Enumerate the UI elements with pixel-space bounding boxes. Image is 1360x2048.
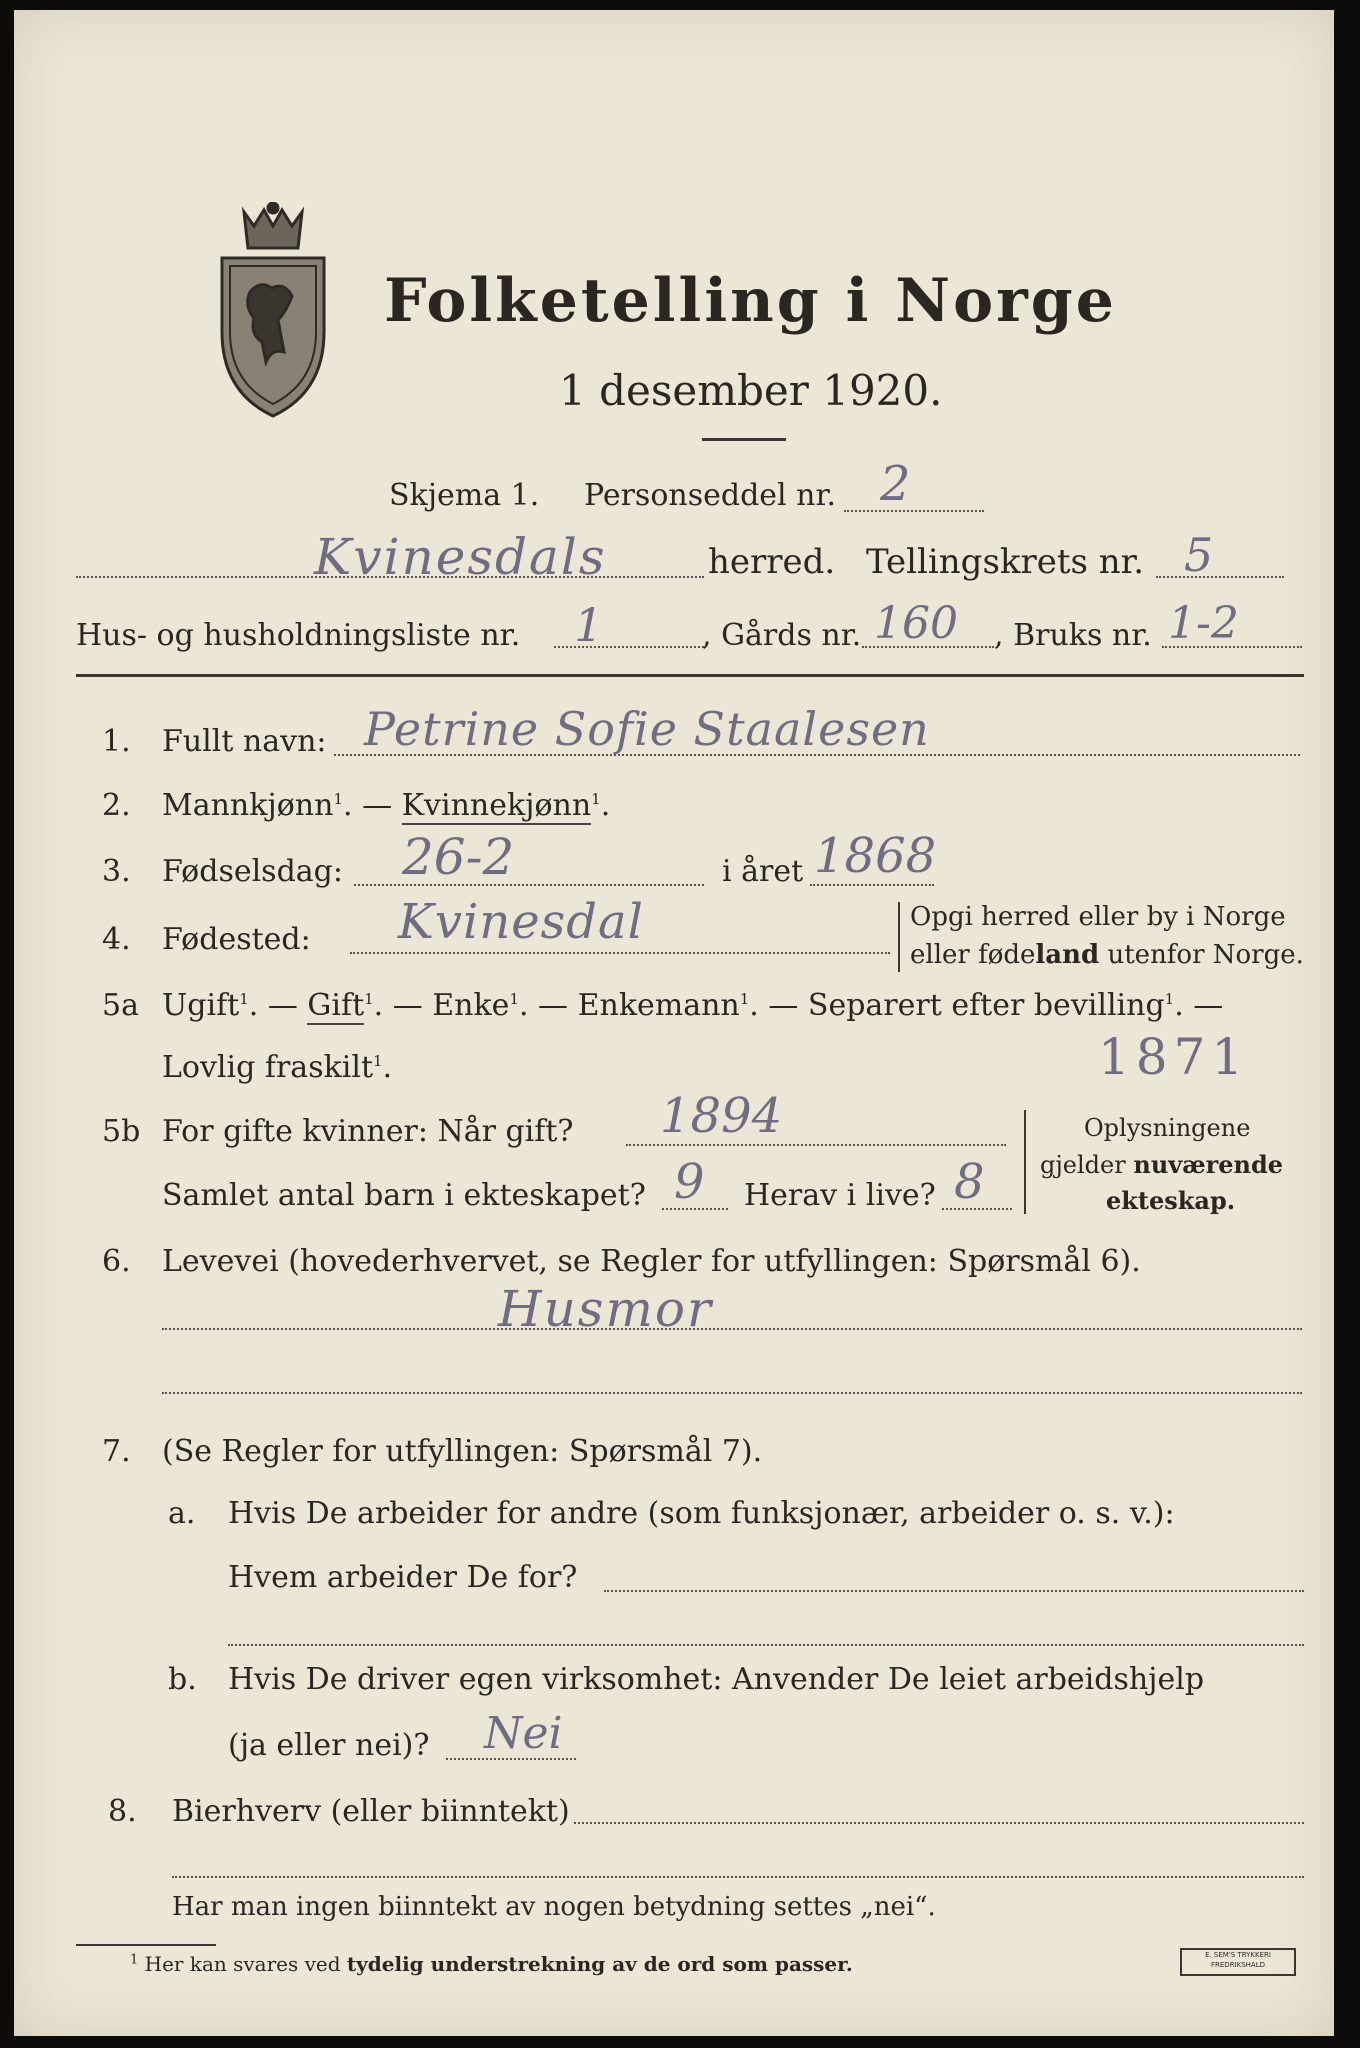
option-separert[interactable]: Separert efter bevilling — [807, 988, 1165, 1023]
herred-label: herred. — [708, 542, 836, 582]
personseddel-value: 2 — [880, 456, 911, 512]
marriage-note-bracket — [1024, 1110, 1026, 1214]
q7b-letter: b. — [168, 1662, 197, 1697]
tellingskrets-label: Tellingskrets nr. — [866, 542, 1145, 582]
marriage-note-3: ekteskap. — [1106, 1186, 1236, 1215]
side-income-field-2[interactable] — [172, 1876, 1304, 1878]
q4-number: 4. — [102, 922, 131, 957]
bruks-value: 1-2 — [1168, 598, 1239, 649]
tellingskrets-field[interactable] — [1156, 576, 1284, 578]
footnote-divider — [76, 1944, 216, 1946]
married-when-label: For gifte kvinner: Når gift? — [162, 1114, 574, 1149]
q7a-letter: a. — [168, 1496, 196, 1531]
schema-label: Skjema 1. — [389, 478, 540, 513]
hus-value: 1 — [574, 598, 604, 652]
hired-help-value: Nei — [484, 1708, 563, 1759]
personseddel-label: Personseddel nr. — [584, 478, 837, 513]
birthplace-note-1: Opgi herred eller by i Norge — [910, 902, 1286, 932]
year-label: i året — [722, 854, 804, 889]
birthplace-note-2: eller fødeland utenfor Norge. — [910, 940, 1304, 970]
married-year-value: 1894 — [660, 1088, 783, 1144]
children-label: Samlet antal barn i ekteskapet? — [162, 1178, 646, 1213]
q4-label: Fødested: — [162, 922, 311, 957]
q7-label: (Se Regler for utfyllingen: Spørsmål 7). — [162, 1434, 763, 1469]
sex-options: Mannkjønn$^1$. — Kvinnekjønn$^1$. — [162, 788, 611, 823]
option-kvinnekjonn[interactable]: Kvinnekjønn — [401, 788, 592, 823]
occupation-field[interactable] — [162, 1328, 1302, 1330]
q7a-label: Hvis De arbeider for andre (som funksjonær, arbeider o. s. v.): — [228, 1496, 1175, 1531]
birthplace-note-bracket — [898, 902, 900, 972]
q5b-number: 5b — [102, 1114, 141, 1149]
q7b-question: (ja eller nei)? — [228, 1728, 430, 1763]
birthplace-value: Kvinesdal — [398, 894, 644, 950]
gards-value: 160 — [874, 598, 958, 649]
full-name-value: Petrine Sofie Staalesen — [364, 702, 930, 756]
side-income-field[interactable] — [574, 1822, 1304, 1824]
marriage-note-2: gjelder nuværende — [1040, 1150, 1284, 1179]
side-income-note: Har man ingen biinntekt av nogen betydning settes „nei“. — [172, 1892, 936, 1922]
q3-number: 3. — [102, 854, 131, 889]
q1-number: 1. — [102, 724, 131, 759]
hus-label: Hus- og husholdningsliste nr. — [76, 618, 521, 653]
census-form — [14, 10, 1334, 2036]
margin-note-year: 1871 — [1098, 1028, 1250, 1086]
option-ugift[interactable]: Ugift — [162, 988, 240, 1023]
q8-label: Bierhverv (eller biinntekt) — [172, 1794, 570, 1829]
option-enke[interactable]: Enke — [432, 988, 510, 1023]
q6-label: Levevei (hovederhvervet, se Regler for utfyllingen: Spørsmål 6). — [162, 1244, 1141, 1279]
q7b-label: Hvis De driver egen virksomhet: Anvender De leiet arbeidshjelp — [228, 1662, 1205, 1697]
printer-mark: E. SEM'S TRYKKERI FREDRIKSHALD — [1180, 1948, 1296, 1976]
option-mannkjonn[interactable]: Mannkjønn — [162, 788, 334, 823]
birth-year-value: 1868 — [814, 828, 937, 884]
coat-of-arms-icon — [214, 202, 332, 420]
bruks-label: , Bruks nr. — [994, 618, 1152, 653]
children-value: 9 — [674, 1154, 705, 1210]
married-year-field[interactable] — [626, 1144, 1006, 1146]
birth-year-field[interactable] — [810, 884, 934, 886]
header-divider — [76, 674, 1304, 677]
personseddel-field[interactable] — [844, 510, 984, 512]
census-date: 1 desember 1920. — [559, 366, 943, 415]
herred-value: Kvinesdals — [314, 528, 607, 586]
tellingskrets-value: 5 — [1184, 528, 1214, 582]
option-gift[interactable]: Gift — [307, 988, 365, 1023]
marriage-note-1: Oplysningene — [1084, 1114, 1251, 1142]
birthday-value: 26-2 — [402, 828, 515, 886]
employer-field[interactable] — [604, 1590, 1304, 1592]
employer-field-2[interactable] — [228, 1644, 1304, 1646]
alive-value: 8 — [954, 1154, 985, 1210]
title-divider — [702, 438, 786, 441]
birthplace-field[interactable] — [350, 952, 890, 954]
alive-label: Herav i live? — [744, 1178, 936, 1213]
option-fraskilt-line: Lovlig fraskilt$^1$. — [162, 1050, 393, 1085]
footnote: $^1$ Her kan svares ved tydelig understrekning av de ord som passer. — [130, 1952, 853, 1976]
q3-label: Fødselsdag: — [162, 854, 343, 889]
q6-number: 6. — [102, 1244, 131, 1279]
q7a-question: Hvem arbeider De for? — [228, 1560, 578, 1595]
q7-number: 7. — [102, 1434, 131, 1469]
form-title: Folketelling i Norge — [384, 266, 1117, 336]
q8-number: 8. — [108, 1794, 137, 1829]
option-enkemann[interactable]: Enkemann — [577, 988, 740, 1023]
gards-label: , Gårds nr. — [702, 618, 862, 653]
q5a-number: 5a — [102, 988, 139, 1023]
occupation-value: Husmor — [498, 1280, 713, 1338]
marital-options: Ugift$^1$. — Gift$^1$. — Enke$^1$. — Enkemann$^1$. — Separert efter bevilling$^1$. — — [162, 988, 1224, 1023]
occupation-field-2[interactable] — [162, 1392, 1302, 1394]
option-fraskilt[interactable]: Lovlig fraskilt — [162, 1050, 374, 1085]
q2-number: 2. — [102, 788, 131, 823]
q1-label: Fullt navn: — [162, 724, 327, 759]
